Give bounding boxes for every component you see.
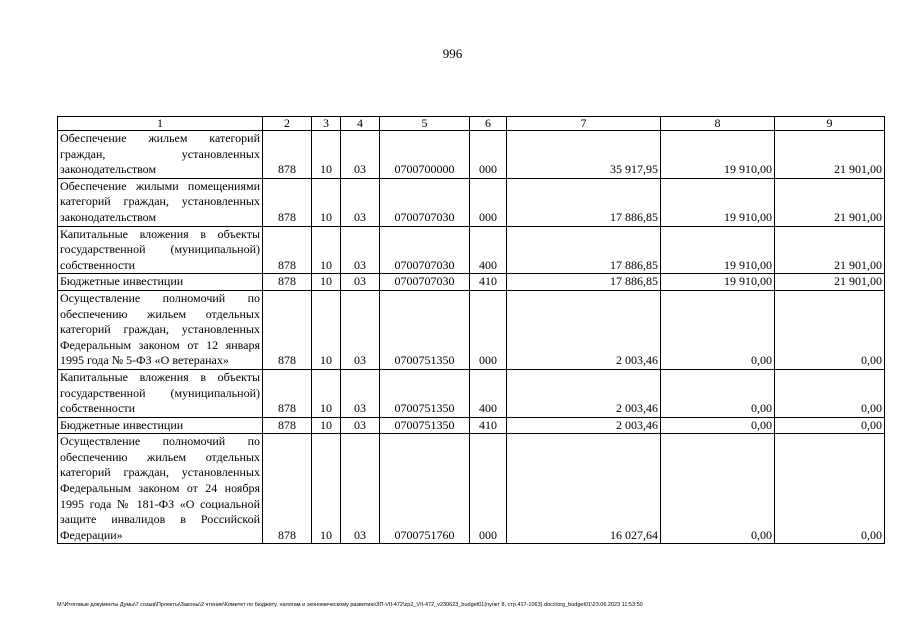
table-row [58,290,885,369]
header-cell: 9 [775,117,885,131]
cell-expense-type: 000 [470,434,507,544]
table-row [58,417,885,434]
table-header-row [58,117,885,131]
cell-section: 10 [312,274,341,291]
header-cell: 4 [341,117,380,131]
cell-section: 10 [312,131,341,179]
cell-amount-1: 2 003,46 [507,369,661,417]
row-name: Капитальные вложения в объекты государственной (муниципальной) собственности [58,369,263,417]
cell-section: 10 [312,226,341,274]
cell-admin-code: 878 [263,369,312,417]
cell-amount-1: 17 886,85 [507,178,661,226]
cell-subsection: 03 [341,226,380,274]
cell-subsection: 03 [341,369,380,417]
cell-amount-2: 19 910,00 [661,178,775,226]
cell-admin-code: 878 [263,131,312,179]
cell-expense-type: 000 [470,290,507,369]
cell-target-article: 0700751350 [380,369,470,417]
cell-target-article: 0700707030 [380,178,470,226]
cell-section: 10 [312,434,341,544]
header-cell: 3 [312,117,341,131]
table-row [58,226,885,274]
cell-amount-1: 35 917,95 [507,131,661,179]
cell-section: 10 [312,178,341,226]
cell-amount-1: 17 886,85 [507,274,661,291]
cell-amount-3: 0,00 [775,417,885,434]
cell-admin-code: 878 [263,274,312,291]
cell-amount-3: 0,00 [775,290,885,369]
table-row [58,178,885,226]
cell-amount-3: 21 901,00 [775,274,885,291]
cell-amount-2: 0,00 [661,290,775,369]
cell-amount-3: 0,00 [775,369,885,417]
cell-amount-2: 0,00 [661,434,775,544]
row-name: Бюджетные инвестиции [58,274,263,291]
table-row [58,434,885,544]
row-name: Осуществление полномочий по обеспечению жильем отдельных категорий граждан, установленных Федеральным законом от 12 января 1995 года № 5-ФЗ «О ветеранах» [58,290,263,369]
cell-section: 10 [312,369,341,417]
document-path-footer: M:\Итоговые документы Думы\7 созыв\Проекты\Законы\2 чтение\Комитет по бюджету, налогам и экономическому развитию\ЗП-VII-472\zp2_VII-472_v230623_budget01(пункт 8, стр.417-1063).docx\org_budget01\23.06.2023 11:53:50 [57,602,643,608]
header-cell: 7 [507,117,661,131]
cell-target-article: 0700707030 [380,226,470,274]
cell-expense-type: 410 [470,417,507,434]
cell-subsection: 03 [341,131,380,179]
cell-admin-code: 878 [263,290,312,369]
cell-amount-2: 19 910,00 [661,131,775,179]
cell-target-article: 0700751350 [380,417,470,434]
header-cell: 5 [380,117,470,131]
table-row [58,369,885,417]
cell-expense-type: 000 [470,131,507,179]
row-name: Обеспечение жилыми помещениями категорий граждан, установленных законодательством [58,178,263,226]
table-row [58,274,885,291]
cell-amount-3: 21 901,00 [775,226,885,274]
cell-admin-code: 878 [263,434,312,544]
cell-amount-3: 21 901,00 [775,178,885,226]
header-cell: 2 [263,117,312,131]
row-name: Обеспечение жильем категорий граждан, установленных законодательством [58,131,263,179]
cell-target-article: 0700707030 [380,274,470,291]
cell-amount-1: 2 003,46 [507,417,661,434]
cell-subsection: 03 [341,290,380,369]
cell-amount-2: 0,00 [661,417,775,434]
cell-subsection: 03 [341,417,380,434]
cell-admin-code: 878 [263,417,312,434]
cell-section: 10 [312,290,341,369]
cell-subsection: 03 [341,434,380,544]
cell-expense-type: 400 [470,369,507,417]
cell-subsection: 03 [341,274,380,291]
header-cell: 8 [661,117,775,131]
page-number: 996 [442,46,463,61]
cell-subsection: 03 [341,178,380,226]
cell-amount-2: 0,00 [661,369,775,417]
header-cell: 1 [58,117,263,131]
cell-amount-3: 21 901,00 [775,131,885,179]
table-row [58,131,885,179]
cell-amount-1: 16 027,64 [507,434,661,544]
row-name: Осуществление полномочий по обеспечению жильем отдельных категорий граждан, установленных Федеральным законом от 24 ноября 1995 года № 181-ФЗ «О социальной защите инвалидов в Российской Федерации» [58,434,263,544]
cell-target-article: 0700751350 [380,290,470,369]
cell-admin-code: 878 [263,226,312,274]
cell-admin-code: 878 [263,178,312,226]
cell-amount-1: 17 886,85 [507,226,661,274]
cell-section: 10 [312,417,341,434]
cell-amount-3: 0,00 [775,434,885,544]
cell-amount-2: 19 910,00 [661,274,775,291]
cell-expense-type: 000 [470,178,507,226]
header-cell: 6 [470,117,507,131]
row-name: Бюджетные инвестиции [58,417,263,434]
cell-target-article: 0700751760 [380,434,470,544]
cell-amount-1: 2 003,46 [507,290,661,369]
cell-amount-2: 19 910,00 [661,226,775,274]
cell-expense-type: 410 [470,274,507,291]
cell-target-article: 0700700000 [380,131,470,179]
budget-table [57,116,885,544]
cell-expense-type: 400 [470,226,507,274]
row-name: Капитальные вложения в объекты государственной (муниципальной) собственности [58,226,263,274]
